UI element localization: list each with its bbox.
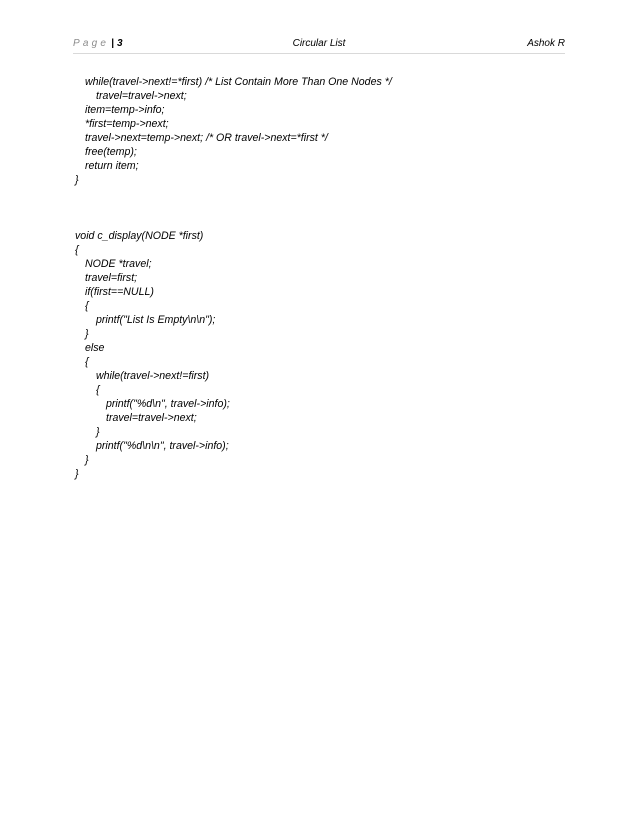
page-word: Page xyxy=(73,38,110,49)
code-line: NODE *travel; xyxy=(85,258,152,270)
author-name: Ashok R xyxy=(527,38,565,49)
code-line: } xyxy=(96,426,100,438)
code-line: void c_display(NODE *first) xyxy=(75,230,204,242)
page-number: 3 xyxy=(116,38,123,49)
code-line: } xyxy=(75,174,79,186)
code-line: while(travel->next!=*first) /* List Contain More Than One Nodes */ xyxy=(85,76,392,88)
code-line: else xyxy=(85,342,105,354)
code-line: { xyxy=(75,244,79,256)
code-line: travel=first; xyxy=(85,272,138,284)
code-line: } xyxy=(85,328,89,340)
document-title: Circular List xyxy=(292,38,346,49)
code-line: travel->next=temp->next; /* OR travel->next=*first */ xyxy=(85,132,328,144)
code-line: return item; xyxy=(85,160,139,172)
code-line: travel=travel->next; xyxy=(106,412,197,424)
code-line: if(first==NULL) xyxy=(85,286,154,298)
code-line: printf("%d\n", travel->info); xyxy=(106,398,230,410)
code-line: travel=travel->next; xyxy=(96,90,187,102)
code-line: printf("List Is Empty\n\n"); xyxy=(96,314,216,326)
code-line: while(travel->next!=first) xyxy=(96,370,210,382)
code-line: { xyxy=(96,384,100,396)
page-separator: | xyxy=(111,38,114,49)
code-line: { xyxy=(85,356,89,368)
code-line: } xyxy=(75,468,79,480)
code-line: printf("%d\n\n", travel->info); xyxy=(96,440,229,452)
code-line: { xyxy=(85,300,89,312)
code-line: *first=temp->next; xyxy=(85,118,169,130)
code-line: item=temp->info; xyxy=(85,104,165,116)
code-line: } xyxy=(85,454,89,466)
code-line: free(temp); xyxy=(85,146,137,158)
